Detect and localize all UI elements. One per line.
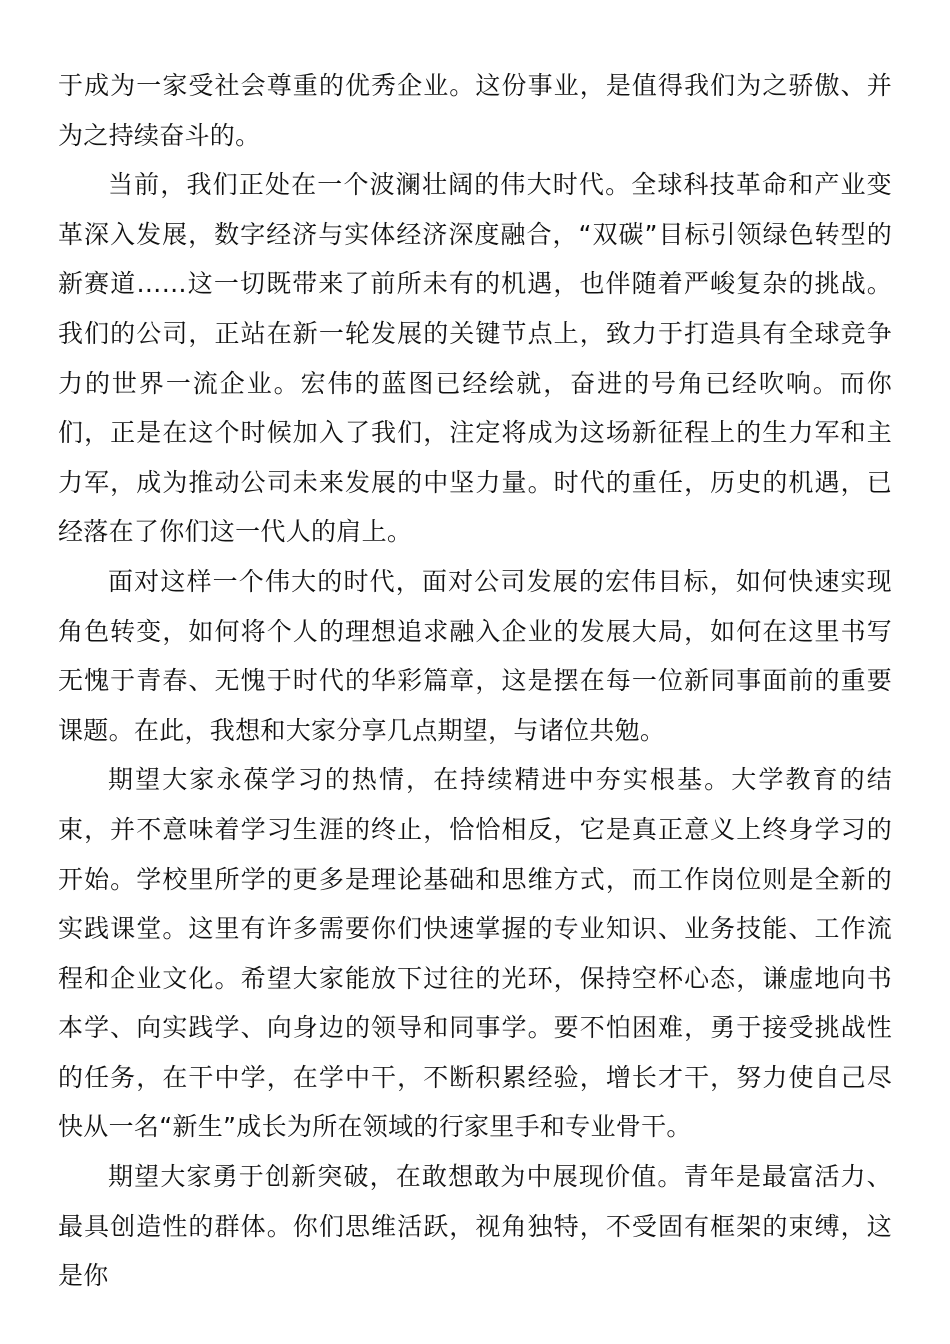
document-page	[58, 61, 892, 1301]
paragraph-2: 当前，我们正处在一个波澜壮阔的伟大时代。全球科技革命和产业变革深入发展，数字经济与实体经济深度融合，“双碳”目标引领绿色转型的新赛道……这一切既带来了前所未有的机遇，也伴随着严峻复杂的挑战。我们的公司，正站在新一轮发展的关键节点上，致力于打造具有全球竞争力的世界一流企业。宏伟的蓝图已经绘就，奋进的号角已经吹响。而你们，正是在这个时候加入了我们，注定将成为这场新征程上的生力军和主力军，成为推动公司未来发展的中坚力量。时代的重任，历史的机遇，已经落在了你们这一代人的肩上。	[58, 170, 892, 547]
paragraph-5: 期望大家勇于创新突破，在敢想敢为中展现价值。青年是最富活力、最具创造性的群体。你们思维活跃，视角独特，不受固有框架的束缚，这是你	[58, 1162, 892, 1291]
paragraph-3: 面对这样一个伟大的时代，面对公司发展的宏伟目标，如何快速实现角色转变，如何将个人的理想追求融入企业的发展大局，如何在这里书写无愧于青春、无愧于时代的华彩篇章，这是摆在每一位新同事面前的重要课题。在此，我想和大家分享几点期望，与诸位共勉。	[58, 566, 892, 745]
paragraph-1: 于成为一家受社会尊重的优秀企业。这份事业，是值得我们为之骄傲、并为之持续奋斗的。	[58, 71, 892, 150]
paragraph-4: 期望大家永葆学习的热情，在持续精进中夯实根基。大学教育的结束，并不意味着学习生涯的终止，恰恰相反，它是真正意义上终身学习的开始。学校里所学的更多是理论基础和思维方式，而工作岗位则是全新的实践课堂。这里有许多需要你们快速掌握的专业知识、业务技能、工作流程和企业文化。希望大家能放下过往的光环，保持空杯心态，谦虚地向书本学、向实践学、向身边的领导和同事学。要不怕困难，勇于接受挑战性的任务，在干中学，在学中干，不断积累经验，增长才干，努力使自己尽快从一名“新生”成长为所在领域的行家里手和专业骨干。	[58, 765, 892, 1142]
